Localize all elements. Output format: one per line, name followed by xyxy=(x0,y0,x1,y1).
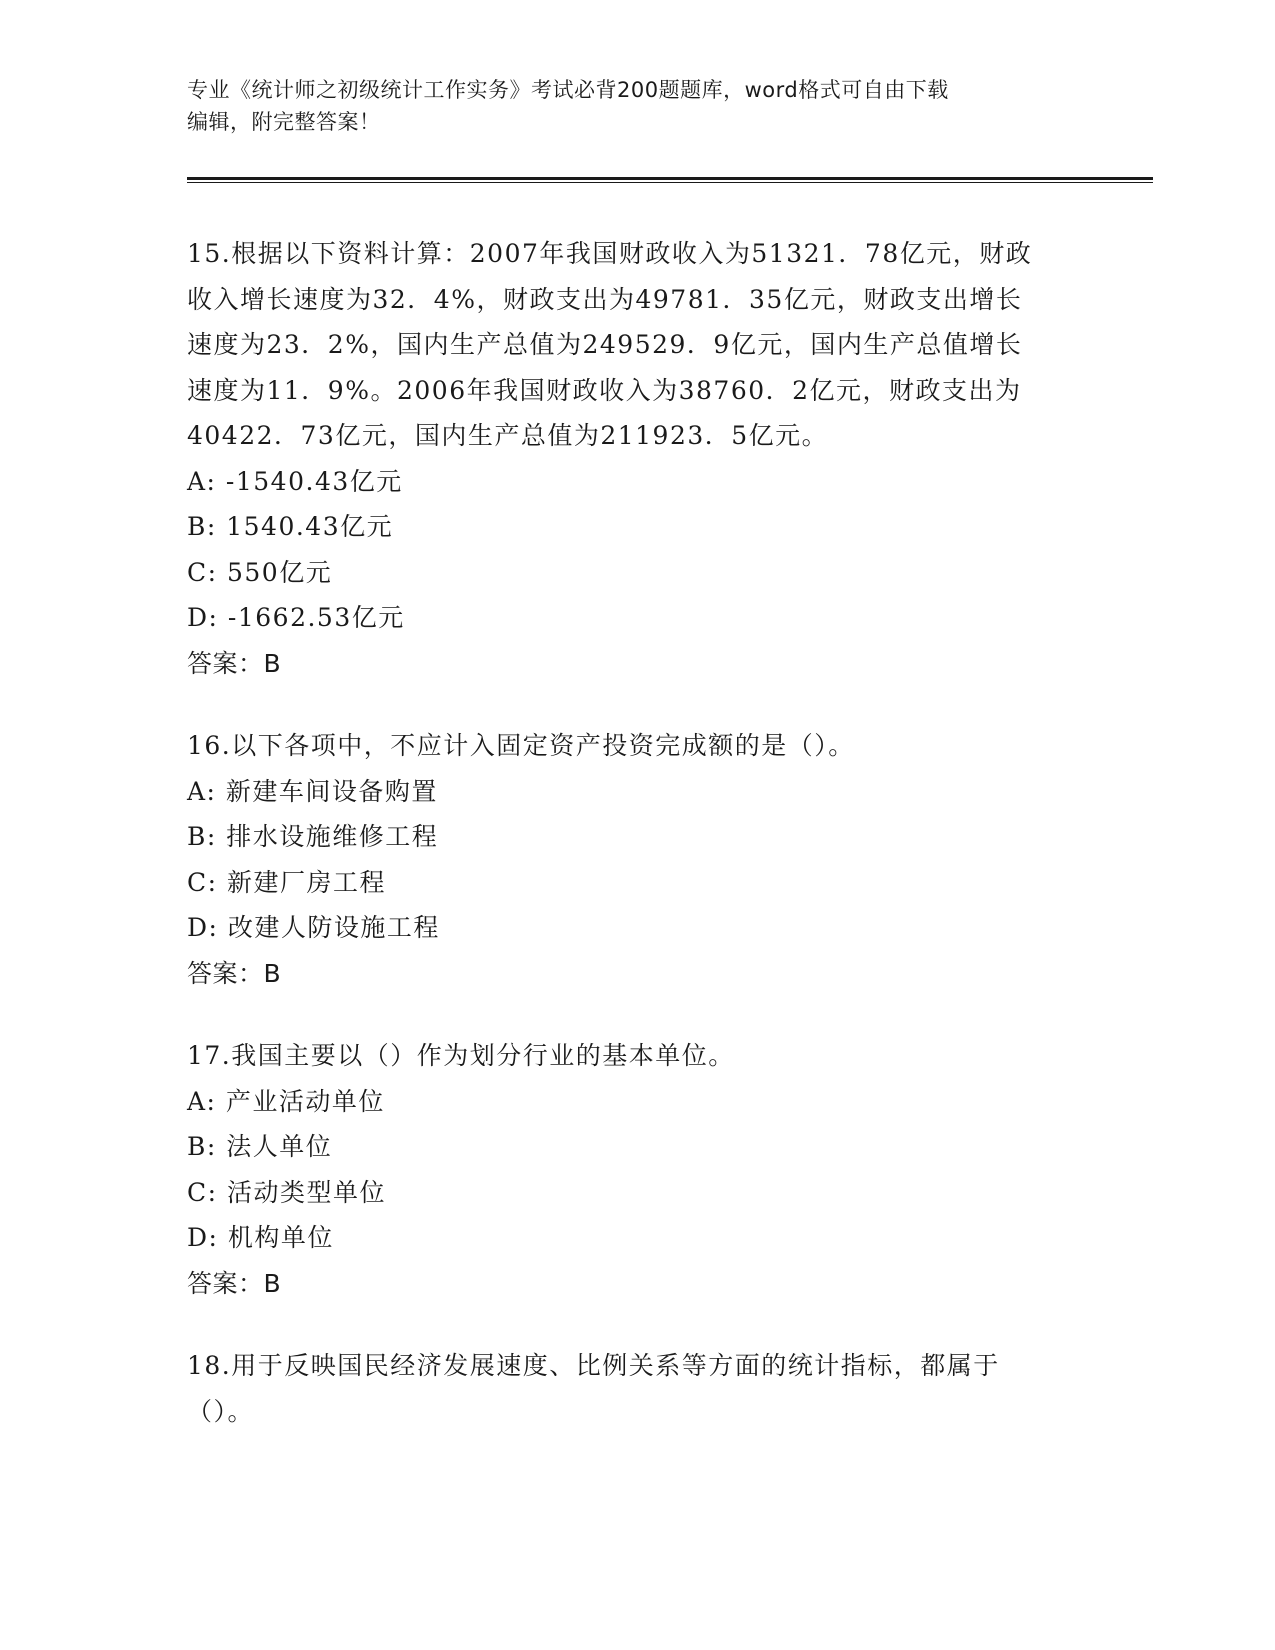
option-a: A: -1540.43亿元 xyxy=(187,466,403,496)
header-line-1: 专业《统计师之初级统计工作实务》考试必背200题题库，word格式可自由下载 xyxy=(187,78,949,102)
question-list xyxy=(187,231,1087,1434)
stem-line: 收入增长速度为32．4%，财政支出为49781．35亿元，财政支出增长 xyxy=(187,284,1023,314)
question-15 xyxy=(187,231,1087,686)
option-c: C: 活动类型单位 xyxy=(187,1177,386,1207)
document-header xyxy=(187,74,1087,138)
option-a: A: 新建车间设备购置 xyxy=(187,776,438,806)
stem-line: 17.我国主要以（）作为划分行业的基本单位。 xyxy=(187,1041,735,1070)
question-stem xyxy=(187,723,1087,769)
stem-line: （）。 xyxy=(187,1396,255,1426)
option-b: B: 1540.43亿元 xyxy=(187,512,394,541)
stem-line: 速度为11．9%。2006年我国财政收入为38760．2亿元，财政支出为 xyxy=(187,375,1022,405)
option-d: D: -1662.53亿元 xyxy=(187,603,405,632)
stem-line: 15.根据以下资料计算：2007年我国财政收入为51321．78亿元，财政 xyxy=(187,239,1033,268)
option-d: D: 改建人防设施工程 xyxy=(187,913,440,942)
header-divider-thick xyxy=(187,177,1153,180)
answer: 答案：B xyxy=(187,1268,282,1298)
option-b: B: 法人单位 xyxy=(187,1132,333,1161)
question-stem xyxy=(187,1033,1087,1079)
option-a: A: 产业活动单位 xyxy=(187,1086,385,1116)
question-18 xyxy=(187,1343,1087,1434)
answer: 答案：B xyxy=(187,958,282,988)
option-d: D: 机构单位 xyxy=(187,1223,334,1252)
question-17 xyxy=(187,1033,1087,1306)
header-line-2: 编辑，附完整答案！ xyxy=(187,110,381,134)
option-c: C: 550亿元 xyxy=(187,557,333,587)
question-gap xyxy=(187,686,1087,723)
stem-line: 速度为23．2%，国内生产总值为249529．9亿元，国内生产总值增长 xyxy=(187,330,1023,359)
question-stem xyxy=(187,231,1087,459)
question-stem xyxy=(187,1343,1087,1434)
question-16 xyxy=(187,723,1087,996)
answer: 答案：B xyxy=(187,648,282,678)
option-b: B: 排水设施维修工程 xyxy=(187,822,439,851)
header-divider-thin xyxy=(187,182,1153,183)
stem-line: 16.以下各项中，不应计入固定资产投资完成额的是（）。 xyxy=(187,731,855,760)
question-gap xyxy=(187,996,1087,1033)
option-c: C: 新建厂房工程 xyxy=(187,867,386,897)
stem-line: 40422．73亿元，国内生产总值为211923．5亿元。 xyxy=(187,421,829,450)
question-gap xyxy=(187,1306,1087,1343)
stem-line: 18.用于反映国民经济发展速度、比例关系等方面的统计指标，都属于 xyxy=(187,1351,1000,1380)
